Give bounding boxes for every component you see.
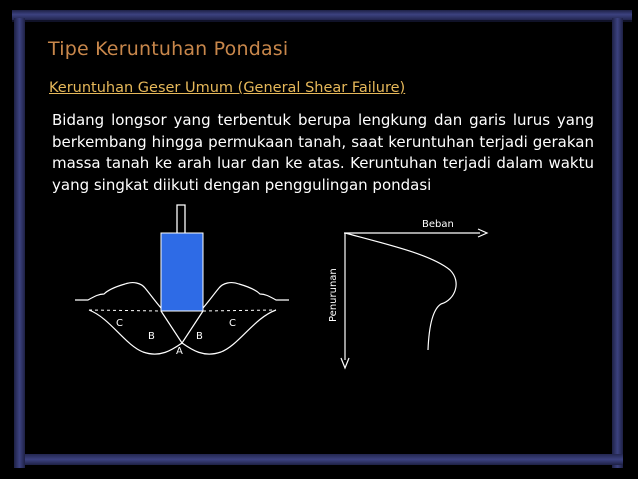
- ground-surface-right: [203, 283, 289, 308]
- y-axis-label: Penurunan: [328, 268, 339, 322]
- slide-paragraph: Bidang longsor yang terbentuk berupa lengkung dan garis lurus yang berkembang hingga permukaan tanah, saat keruntuhan terjadi gerakan massa tanah ke arah luar dan ke atas. Keruntuhan terjadi dalam waktu yang singkat diikuti dengan penggulingan pondasi: [52, 111, 594, 194]
- passive-wedge-line-left: [89, 310, 161, 311]
- passive-wedge-line-right: [203, 310, 276, 311]
- ground-surface-left: [75, 283, 161, 308]
- general-shear-failure-diagram: [75, 205, 289, 357]
- load-settlement-chart: [328, 219, 487, 368]
- x-axis-label: Beban: [422, 219, 454, 230]
- slide-title: Tipe Keruntuhan Pondasi: [48, 38, 289, 60]
- foundation-block: [161, 233, 203, 311]
- zone-label-b-right: B: [196, 331, 203, 342]
- zone-label-a: A: [176, 346, 183, 357]
- zone-label-c-left: C: [116, 318, 123, 329]
- zone-label-c-right: C: [229, 318, 236, 329]
- slide-subtitle: Keruntuhan Geser Umum (General Shear Failure): [49, 80, 406, 96]
- load-settlement-curve: [345, 233, 456, 350]
- failure-surface-left: [89, 310, 182, 354]
- zone-label-b-left: B: [148, 331, 155, 342]
